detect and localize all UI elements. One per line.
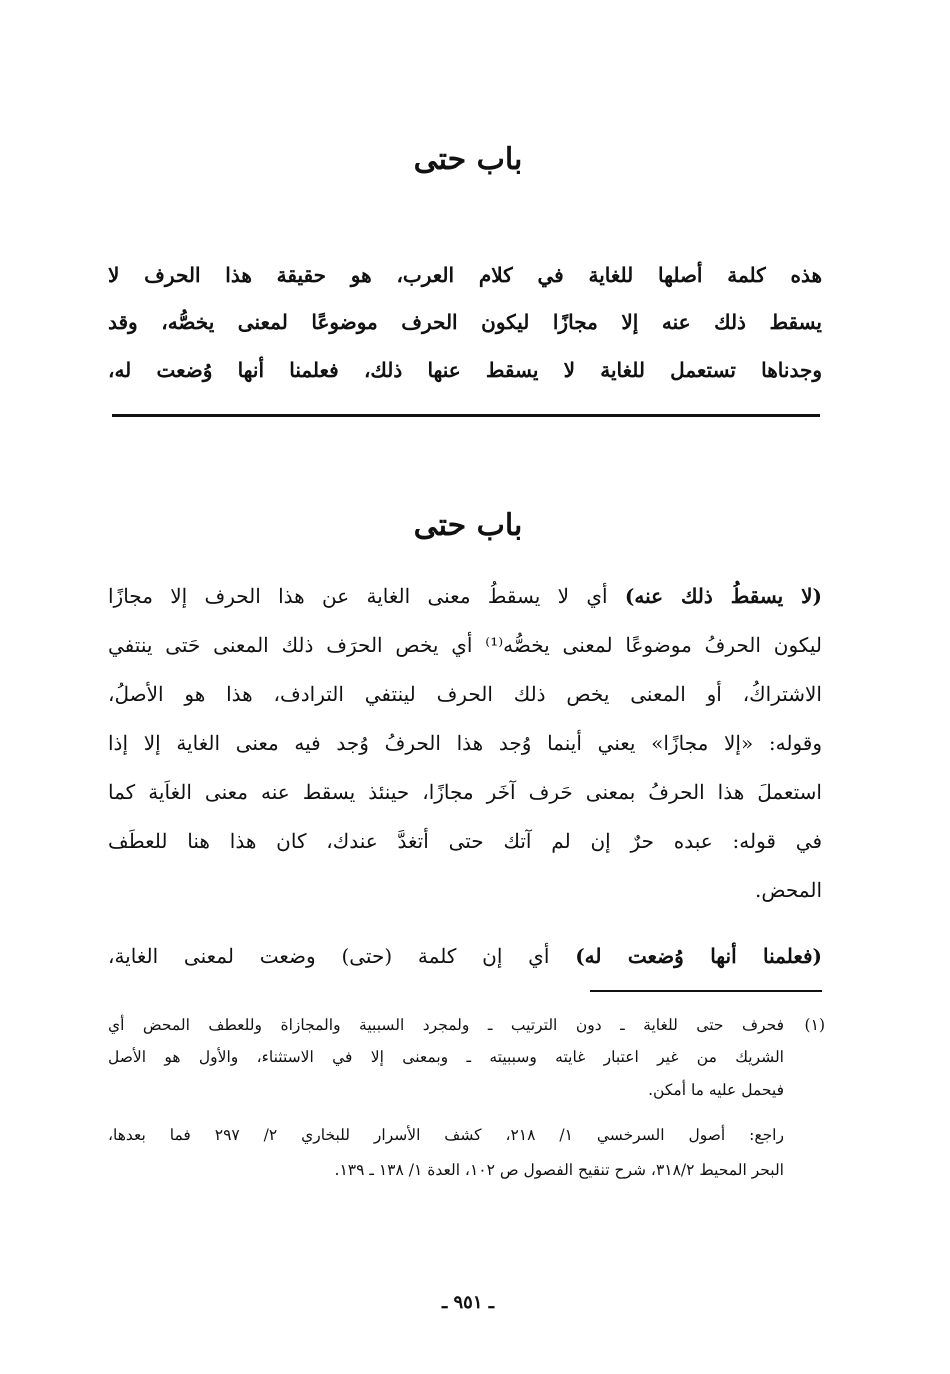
sharh-line — [108, 938, 822, 974]
sharh-line: في قوله: عبده حرٌ إن لم آتك حتى أتغدَّ عندك، كان هذا هنا للعطَف — [108, 829, 822, 853]
sharh-text: أي لا يسقطُ معنى الغاية عن هذا الحرف إلا مجازًا — [108, 584, 608, 608]
sharh-title: باب حتى — [413, 508, 523, 543]
footnote-divider — [590, 990, 822, 992]
quoted-matn: (لا يسقطُ ذلك عنه) — [624, 584, 822, 608]
sharh-line: المحض. — [755, 878, 822, 902]
section-divider — [112, 414, 820, 417]
footnote-line: الشريك من غير اعتبار غايته وسببيته ـ وبمعنى إلا في الاستثناء، والأول هو الأصل — [108, 1048, 784, 1066]
sharh-line — [108, 578, 822, 614]
matn-line: يسقط ذلك عنه إلا مجازًا ليكون الحرف موضوعًا لمعنى يخصُّه، وقد — [108, 310, 822, 334]
footnote-line: فحرف حتى للغاية ـ دون الترتيب ـ ولمجرد السببية والمجازاة وللعطف المحض أي — [108, 1016, 784, 1034]
sharh-line: ليكون الحرفُ موضوعًا لمعنى يخصُّه⁽¹⁾ أي يخص الحرَف ذلك المعنى حَتى ينتفي — [108, 633, 822, 657]
sharh-text: أي إن كلمة (حتى) وضعت لمعنى الغاية، — [108, 944, 550, 968]
footnote-number: (١) — [804, 1016, 825, 1034]
page-number: ـ ٩٥١ ـ — [441, 1292, 495, 1313]
sharh-line: استعملَ هذا الحرفُ بمعنى حَرف آخَر مجازًا، حينئذ يسقط عنه معنى الغاَية كما — [108, 780, 822, 804]
sharh-line: وقوله: «إلا مجازًا» يعني أينما وُجد هذا الحرفُ وُجد فيه معنى الغاية إلا إذا — [108, 731, 822, 755]
footnote-line: فيحمل عليه ما أمكن. — [648, 1081, 784, 1099]
matn-title: باب حتى — [413, 142, 523, 177]
matn-line: وجدناها تستعمل للغاية لا يسقط عنها ذلك، فعلمنا أنها وُضعت له، — [108, 358, 822, 382]
matn-line: هذه كلمة أصلها للغاية في كلام العرب، هو حقيقة هذا الحرف لا — [108, 263, 822, 287]
sharh-line: الاشتراكُ، أو المعنى يخص ذلك الحرف لينتفي الترادف، هذا هو الأصلُ، — [108, 682, 822, 706]
footnote-line: البحر المحيط ٣١٨/٢، شرح تنقيح الفصول ص ١٠٢، العدة ١/ ١٣٨ ـ ١٣٩. — [334, 1161, 784, 1179]
quoted-matn: (فعلمنا أنها وُضعت له) — [575, 944, 822, 968]
footnote-line: راجع: أصول السرخسي ١/ ٢١٨، كشف الأسرار للبخاري ٢/ ٢٩٧ فما بعدها، — [108, 1126, 784, 1144]
